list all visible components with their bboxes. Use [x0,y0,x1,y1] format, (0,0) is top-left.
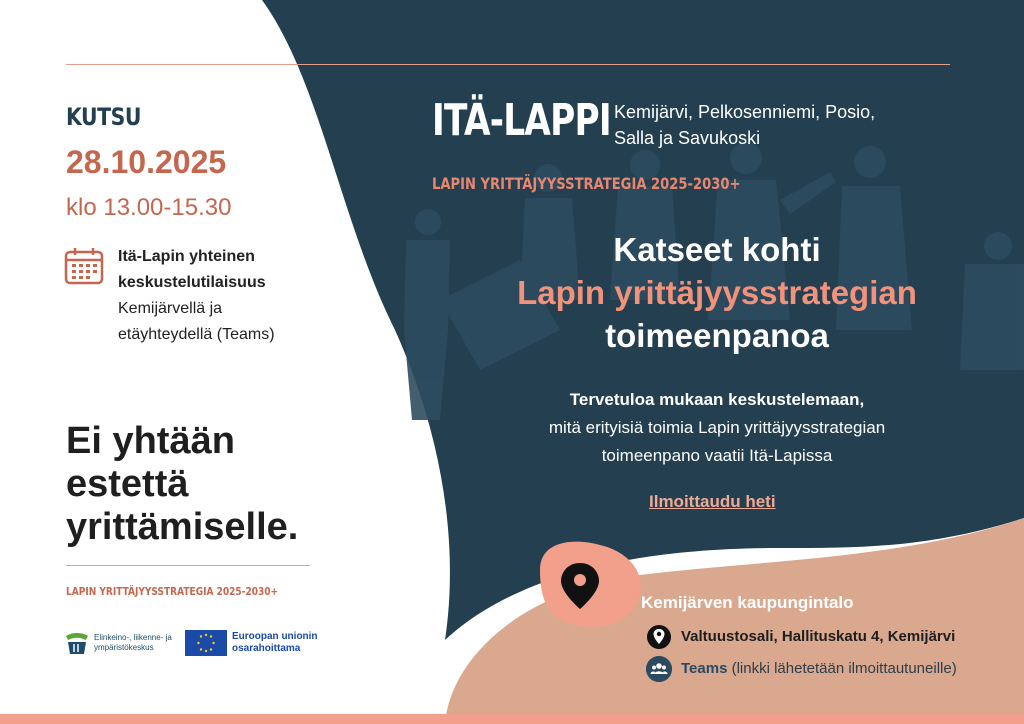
headline-line2: Lapin yrittäjyysstrategian [517,274,917,311]
towns-line1: Kemijärvi, Pelkosenniemi, Posio, [614,102,876,122]
event-time: klo 13.00-15.30 [66,194,232,221]
teams-note: (linkki lähetetään ilmoittautuneille) [727,660,957,677]
headline [430,228,1004,357]
towns-line2: Salla ja Savukoski [614,128,761,148]
event-subtitle: Kemijärvellä ja etäyhteydellä (Teams) [118,300,275,343]
venue-address: Valtuustosali, Hallituskatu 4, Kemijärvi [681,628,956,645]
invite-label: KUTSU [66,103,142,131]
intro-text [430,386,1004,470]
eu-text-line2: osarahoittama [232,643,301,654]
top-divider [66,64,950,65]
intro-line3: toimeenpano vaatii Itä-Lapissa [601,446,833,465]
calendar-icon [64,247,104,285]
strategy-label-top: LAPIN YRITTÄJYYSSTRATEGIA 2025-2030+ [432,174,741,193]
eu-flag-logo [185,630,227,656]
teams-label: Teams [681,660,728,677]
headline-line3: toimeenpanoa [605,317,829,354]
intro-bold: Tervetuloa mukaan keskustelemaan, [569,390,865,409]
region-title: ITÄ-LAPPI [432,95,611,146]
event-title: Itä-Lapin yhteinen keskustelutilaisuus [118,248,266,291]
strategy-label-left: LAPIN YRITTÄJYYSSTRATEGIA 2025-2030+ [66,585,279,598]
eu-text [232,631,318,655]
intro-line2: mitä erityisiä toimia Lapin yrittäjyysstrategian [548,418,886,437]
venue-name: Kemijärven kaupungintalo [641,593,854,612]
eu-text-line1: Euroopan unionin [232,631,318,642]
slogan: Ei yhtään estettä yrittämiselle. [66,420,299,548]
teams-info [681,660,957,677]
ely-logo-text: Elinkeino-, liikenne- ja ympäristökeskus [94,633,172,652]
region-towns [614,99,894,151]
left-divider [66,565,310,566]
register-link[interactable]: Ilmoittaudu heti [649,492,776,511]
people-icon [646,656,672,682]
location-pin-small-icon [646,624,672,650]
bottom-bar [0,714,1024,724]
headline-line1: Katseet kohti [613,231,821,268]
event-date: 28.10.2025 [66,144,227,180]
